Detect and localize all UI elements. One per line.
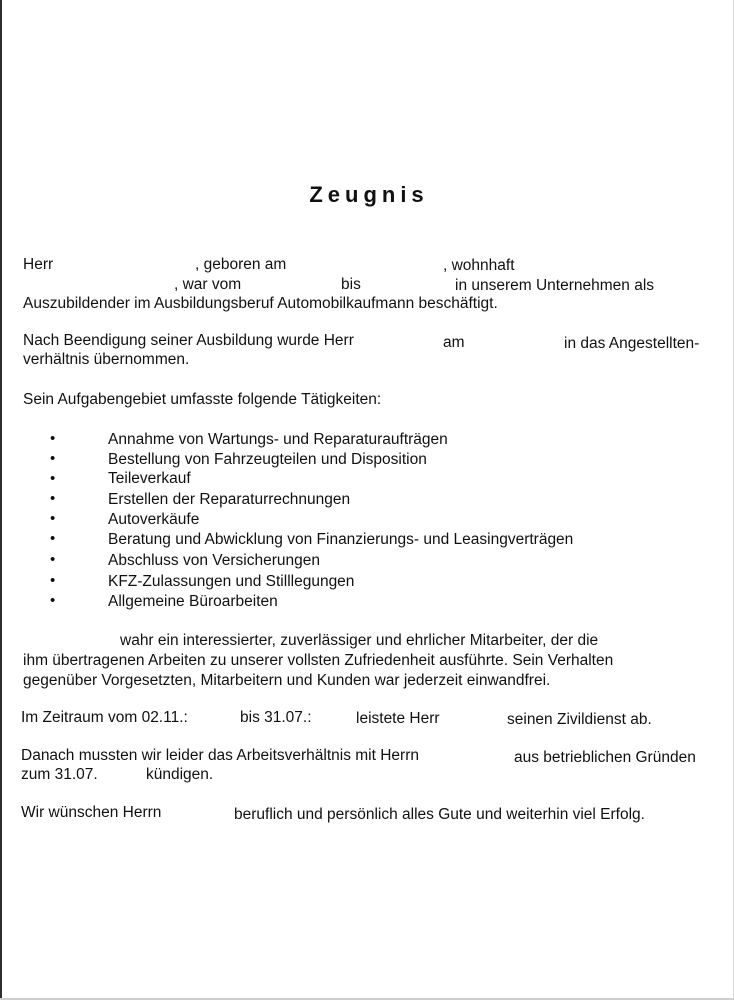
civil-service-from: Im Zeitraum vom 02.11.: bbox=[21, 709, 188, 726]
list-item: KFZ-Zulassungen und Stilllegungen bbox=[108, 573, 355, 590]
tasks-heading: Sein Aufgabengebiet umfasste folgende Tätigkeiten: bbox=[23, 391, 382, 408]
document-title: Zeugnis bbox=[309, 182, 429, 207]
bullet-icon: • bbox=[50, 470, 56, 487]
bullet-icon: • bbox=[50, 551, 56, 568]
list-item: Bestellung von Fahrzeugteilen und Disposition bbox=[108, 451, 427, 468]
intro-born: , geboren am bbox=[195, 256, 287, 273]
termination-kuendigen: kündigen. bbox=[146, 766, 214, 783]
closing-wishes: beruflich und persönlich alles Gute und weiterhin viel Erfolg. bbox=[234, 806, 645, 823]
bullet-icon: • bbox=[50, 530, 56, 547]
para2-am: am bbox=[443, 334, 465, 351]
bullet-icon: • bbox=[50, 450, 56, 467]
list-item: Erstellen der Reparaturrechnungen bbox=[108, 491, 351, 508]
list-item: Teileverkauf bbox=[108, 470, 191, 487]
scan-edge-left bbox=[0, 0, 2, 1000]
bullet-icon: • bbox=[50, 490, 56, 507]
para2-end: verhältnis übernommen. bbox=[23, 351, 190, 368]
bullet-icon: • bbox=[50, 510, 56, 527]
civil-service-end: seinen Zivildienst ab. bbox=[507, 711, 652, 728]
bullet-icon: • bbox=[50, 572, 56, 589]
civil-service-herr: leistete Herr bbox=[356, 710, 440, 727]
list-item: Allgemeine Büroarbeiten bbox=[108, 593, 278, 610]
list-item: Autoverkäufe bbox=[108, 511, 200, 528]
civil-service-until: bis 31.07.: bbox=[240, 709, 312, 726]
intro-from: , war vom bbox=[174, 276, 242, 293]
closing-start: Wir wünschen Herrn bbox=[21, 804, 162, 821]
intro-apprenticeship: Auszubildender im Ausbildungsberuf Automobilkaufmann beschäftigt. bbox=[23, 295, 498, 312]
termination-line-1a: Danach mussten wir leider das Arbeitsverhältnis mit Herrn bbox=[21, 747, 419, 764]
termination-line-1b: aus betrieblichen Gründen bbox=[514, 749, 696, 766]
assessment-line-2: ihm übertragenen Arbeiten zu unserer vollsten Zufriedenheit ausführte. Sein Verhalten bbox=[23, 652, 614, 669]
para2-angestellten: in das Angestellten- bbox=[564, 335, 700, 352]
termination-date: zum 31.07. bbox=[21, 766, 98, 783]
assessment-line-3: gegenüber Vorgesetzten, Mitarbeitern und Kunden war jederzeit einwandfrei. bbox=[23, 672, 551, 689]
list-item: Annahme von Wartungs- und Reparaturaufträgen bbox=[108, 431, 448, 448]
list-item: Beratung und Abwicklung von Finanzierungs- und Leasingverträgen bbox=[108, 531, 574, 548]
bullet-icon: • bbox=[50, 592, 56, 609]
intro-company: in unserem Unternehmen als bbox=[455, 277, 655, 294]
bullet-icon: • bbox=[50, 430, 56, 447]
intro-until: bis bbox=[341, 276, 361, 293]
para2-start: Nach Beendigung seiner Ausbildung wurde Herr bbox=[23, 332, 354, 349]
list-item: Abschluss von Versicherungen bbox=[108, 552, 320, 569]
assessment-line-1: wahr ein interessierter, zuverlässiger und ehrlicher Mitarbeiter, der die bbox=[120, 632, 599, 649]
intro-residing: , wohnhaft bbox=[443, 257, 515, 274]
intro-herr: Herr bbox=[23, 256, 54, 273]
